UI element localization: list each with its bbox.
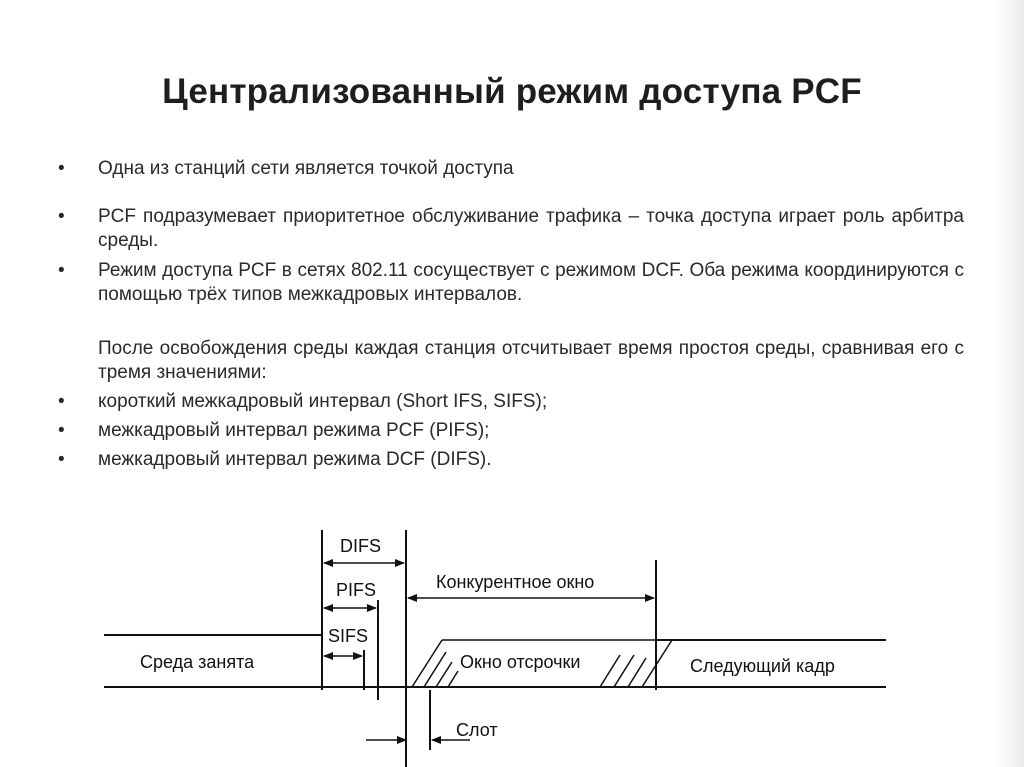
difs-label: DIFS [340, 536, 382, 556]
slide-content [58, 157, 964, 472]
bullet-text: межкадровый интервал режима PCF (PIFS); [98, 420, 490, 441]
sub-bullet-item [58, 448, 964, 472]
bullet-text: Одна из станций сети является точкой доступа [98, 158, 514, 179]
bullet-item [58, 157, 964, 181]
paragraph-text: После освобождения среды каждая станция отсчитывает время простоя среды, сравнивая его с тремя значениями: [98, 338, 964, 383]
next-frame-label: Следующий кадр [690, 656, 835, 676]
bullet-marker: • [58, 158, 65, 179]
contention-window-label: Конкурентное окно [436, 572, 595, 592]
bullet-marker: • [58, 260, 65, 281]
sub-bullet-item [58, 390, 964, 414]
bullet-text: короткий межкадровый интервал (Short IFS, SIFS); [98, 391, 548, 412]
slide-edge-shadow [994, 0, 1024, 767]
backoff-window-hatching [412, 640, 672, 687]
bullet-marker: • [58, 449, 65, 470]
slot-label: Слот [456, 720, 498, 740]
pifs-label: PIFS [336, 580, 377, 600]
bullet-marker: • [58, 420, 65, 441]
bullet-marker: • [58, 206, 65, 227]
bullet-marker: • [58, 391, 65, 412]
bullet-item [58, 259, 964, 307]
backoff-window-label: Окно отсрочки [460, 652, 581, 672]
sub-bullet-item [58, 419, 964, 443]
bullet-item [58, 205, 964, 253]
medium-busy-label: Среда занята [140, 652, 255, 672]
intro-paragraph [58, 337, 964, 385]
bullet-text: межкадровый интервал режима DCF (DIFS). [98, 449, 492, 470]
sifs-label: SIFS [328, 626, 369, 646]
bullet-text: Режим доступа PCF в сетях 802.11 сосуществует с режимом DCF. Оба режима координируются с помощью трёх типов межкадровых интервалов. [98, 260, 964, 305]
bullet-text: PCF подразумевает приоритетное обслуживание трафика – точка доступа играет роль арбитра среды. [98, 206, 964, 251]
slide-title: Централизованный режим доступа PCF [162, 72, 862, 111]
